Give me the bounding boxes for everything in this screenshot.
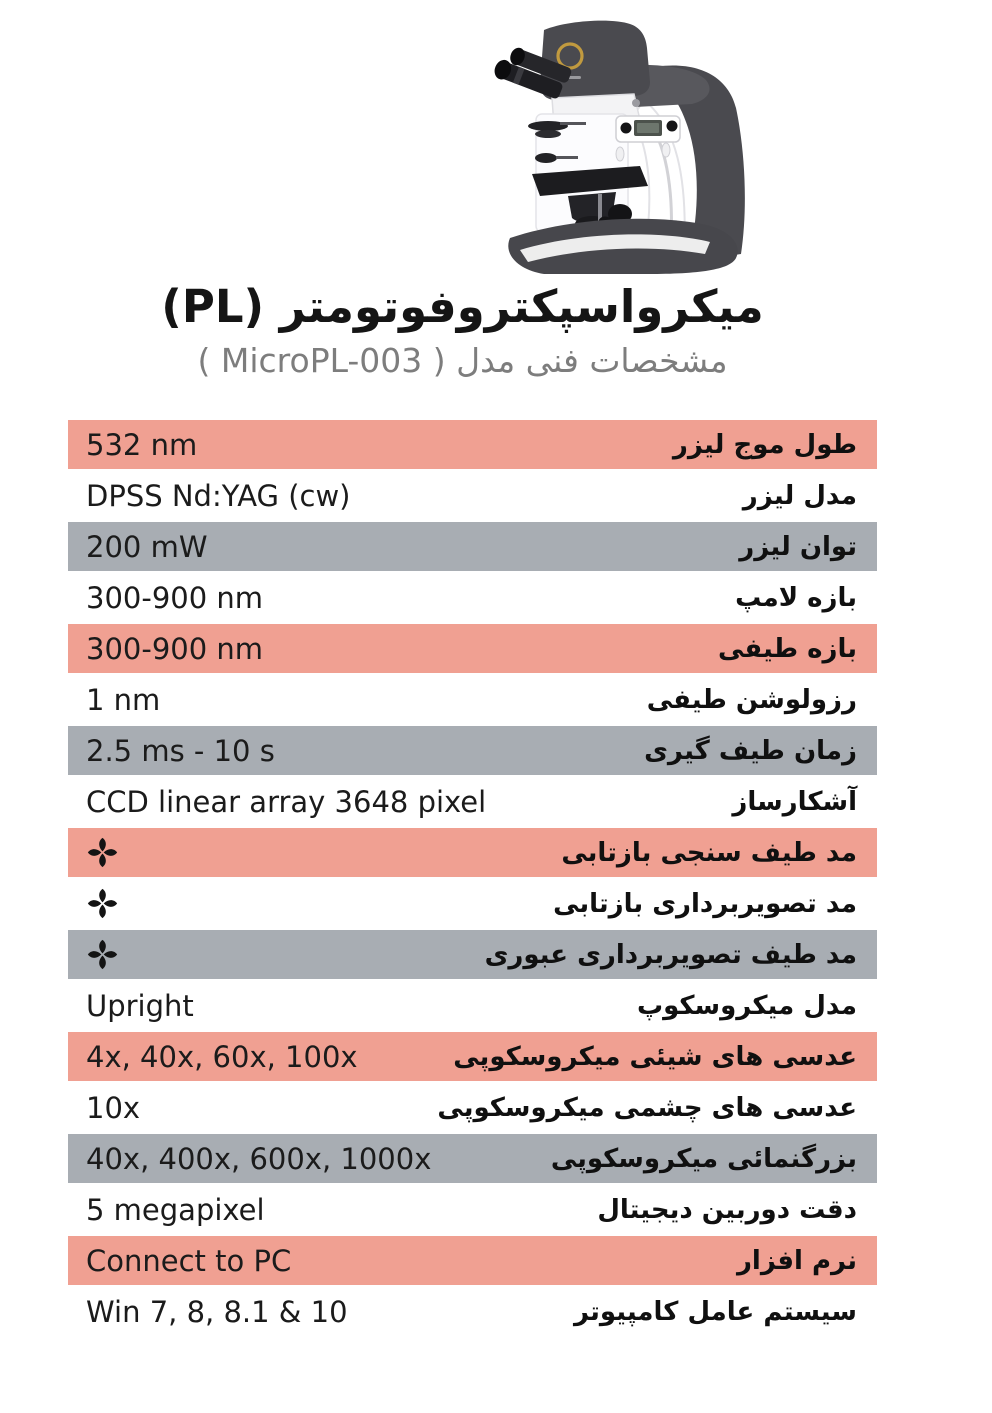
table-row bbox=[68, 675, 877, 724]
table-row bbox=[68, 471, 877, 520]
page-title: میکرواسپکتروفوتومتر (PL) bbox=[161, 280, 764, 333]
spec-label: مد طیف سنجی بازتابی bbox=[561, 837, 857, 868]
table-row bbox=[68, 1134, 877, 1183]
page-subtitle: مشخصات فنی مدل ( MicroPL-003 ) bbox=[197, 341, 728, 380]
table-row bbox=[68, 1032, 877, 1081]
spec-label: بازه لامپ bbox=[735, 582, 857, 613]
spec-label: نرم افزار bbox=[736, 1245, 857, 1276]
spec-label: بزرگنمائی میکروسکوپی bbox=[550, 1143, 857, 1174]
table-row bbox=[68, 879, 877, 928]
spec-label: رزولوشن طیفی bbox=[646, 684, 857, 715]
spec-value: 10x bbox=[86, 1090, 141, 1125]
table-row bbox=[68, 930, 877, 979]
spec-value: Upright bbox=[86, 988, 194, 1023]
table-row bbox=[68, 828, 877, 877]
spec-label: عدسی های چشمی میکروسکوپی bbox=[437, 1092, 857, 1123]
spec-label: مدل لیزر bbox=[742, 480, 857, 511]
spec-label: توان لیزر bbox=[739, 531, 857, 562]
four-petal-asterisk-icon bbox=[68, 887, 119, 920]
spec-value: 300-900 nm bbox=[86, 580, 264, 615]
table-row bbox=[68, 624, 877, 673]
table-row bbox=[68, 1185, 877, 1234]
spec-value: 200 mW bbox=[86, 529, 208, 564]
spec-value: 4x, 40x, 60x, 100x bbox=[86, 1039, 358, 1074]
table-row bbox=[68, 1236, 877, 1285]
spec-value: DPSS Nd:YAG (cw) bbox=[86, 478, 351, 513]
spec-value: 1 nm bbox=[86, 682, 161, 717]
title-block bbox=[0, 280, 925, 380]
spec-label: بازه طیفی bbox=[717, 633, 857, 664]
table-row bbox=[68, 522, 877, 571]
spec-value: 532 nm bbox=[86, 427, 198, 462]
table-row bbox=[68, 726, 877, 775]
spec-label: مد تصویربرداری بازتابی bbox=[553, 888, 857, 919]
spec-label: دقت دوربین دیجیتال bbox=[597, 1194, 857, 1225]
spec-label: عدسی های شیئی میکروسکوپی bbox=[453, 1041, 857, 1072]
spec-label: آشکارساز bbox=[732, 786, 857, 817]
spec-label: مدل میکروسکوپ bbox=[636, 990, 857, 1021]
spec-value: CCD linear array 3648 pixel bbox=[86, 784, 487, 819]
table-row bbox=[68, 981, 877, 1030]
spec-value: 5 megapixel bbox=[86, 1192, 265, 1227]
spec-value: Win 7, 8, 8.1 & 10 bbox=[86, 1294, 348, 1329]
table-row bbox=[68, 1083, 877, 1132]
table-row bbox=[68, 573, 877, 622]
table-row bbox=[68, 777, 877, 826]
table-row bbox=[68, 1287, 877, 1336]
microscope-3d-render-icon bbox=[448, 8, 784, 284]
spec-table bbox=[68, 420, 877, 1338]
spec-value: 40x, 400x, 600x, 1000x bbox=[86, 1141, 432, 1176]
four-petal-asterisk-icon bbox=[68, 836, 119, 869]
spec-value: Connect to PC bbox=[86, 1243, 292, 1278]
spec-label: طول موج لیزر bbox=[672, 429, 857, 460]
spec-value: 300-900 nm bbox=[86, 631, 264, 666]
spec-value: 2.5 ms - 10 s bbox=[86, 733, 275, 768]
table-row bbox=[68, 420, 877, 469]
four-petal-asterisk-icon bbox=[68, 938, 119, 971]
spec-label: مد طیف تصویربرداری عبوری bbox=[484, 939, 857, 970]
microscope-image bbox=[448, 8, 784, 284]
spec-label: زمان طیف گیری bbox=[644, 735, 857, 766]
spec-label: سیستم عامل کامپیوتر bbox=[573, 1296, 857, 1327]
